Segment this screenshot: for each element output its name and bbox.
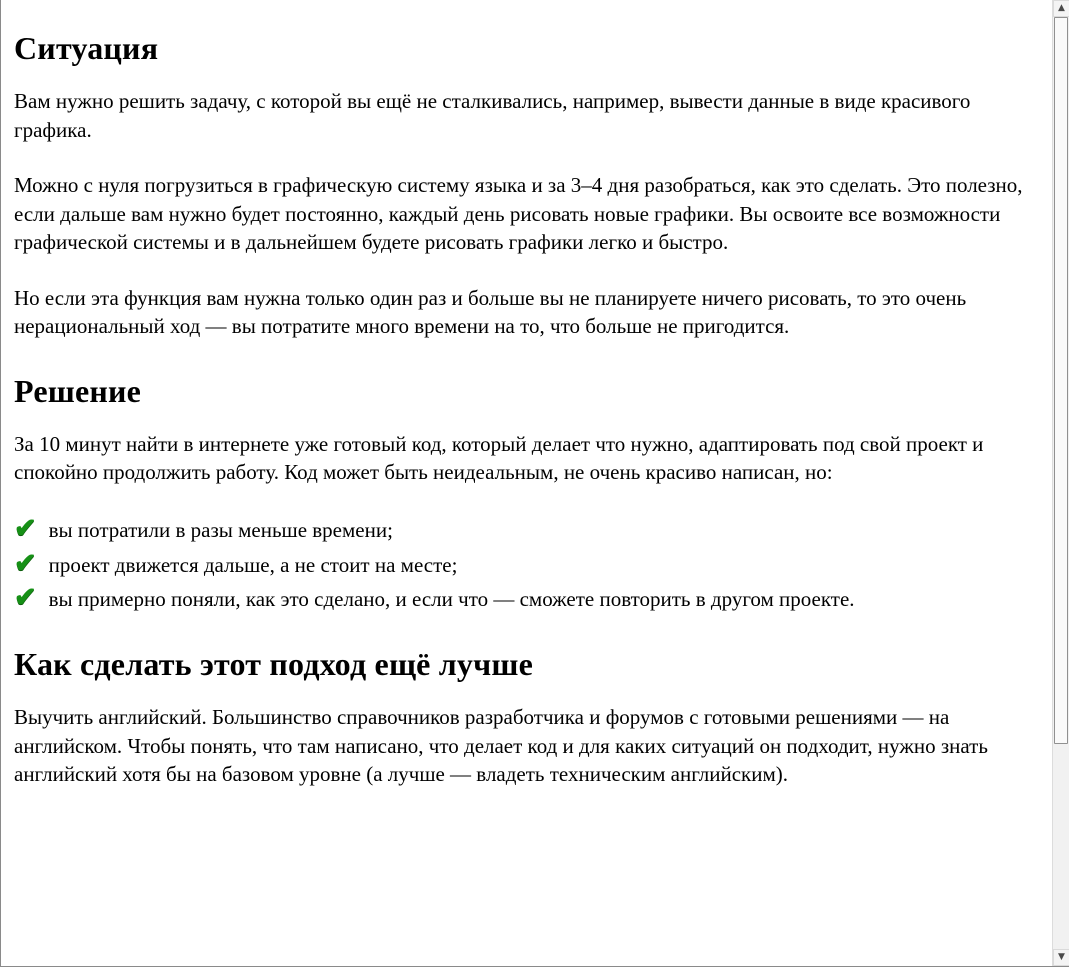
heading-situation: Ситуация — [14, 30, 159, 66]
list-item-text: вы потратили в разы меньше времени; — [48, 517, 393, 542]
checkmark-icon: ✔ — [14, 547, 37, 578]
scroll-up-icon: ▲ — [1058, 3, 1065, 13]
list-item — [14, 512, 1029, 545]
vertical-scrollbar[interactable] — [1052, 0, 1069, 966]
scroll-up-button[interactable] — [1053, 0, 1069, 17]
paragraph: Вам нужно решить задачу, с которой вы ещё не сталкивались, например, вывести данные в виде красивого графика. — [14, 89, 971, 142]
list-item — [14, 582, 1029, 614]
paragraph: Можно с нуля погрузиться в графическую систему языка и за 3–4 дня разобраться, как это сделать. Это полезно, если дальше вам нужно будет постоянно, каждый день рисовать новые графики. Вы освоите все возможности графической системы и в дальнейшем будете рисовать графики легко и быстро. — [14, 173, 1023, 255]
heading-improve: Как сделать этот подход ещё лучше — [14, 646, 533, 683]
scroll-down-icon: ▼ — [1058, 952, 1065, 962]
scroll-down-button[interactable] — [1053, 949, 1069, 966]
list-item — [14, 547, 1029, 580]
checkmark-icon: ✔ — [14, 582, 37, 613]
list-item-text: вы примерно поняли, как это сделано, и если что — сможете повторить в другом проекте. — [48, 587, 855, 612]
benefits-list — [14, 512, 1029, 614]
scrollbar-thumb[interactable] — [1054, 17, 1068, 744]
list-item-text: проект движется дальше, а не стоит на месте; — [48, 552, 458, 577]
paragraph: Выучить английский. Большинство справочников разработчика и форумов с готовыми решениями — на английском. Чтобы понять, что там написано, что делает код и для каких ситуаций он подходит, нужно знать английский хотя бы на базовом уровне (а лучше — владеть техническим английским). — [14, 705, 988, 787]
paragraph: За 10 минут найти в интернете уже готовый код, который делает что нужно, адаптировать под свой проект и спокойно продолжить работу. Код может быть неидеальным, не очень красиво написан, но: — [14, 431, 984, 485]
article-content — [14, 0, 1029, 816]
heading-solution: Решение — [14, 372, 142, 409]
checkmark-icon: ✔ — [14, 512, 37, 543]
paragraph: Но если эта функция вам нужна только один раз и больше вы не планируете ничего рисовать, то это очень нерациональный ход — вы потратите много времени на то, что больше не пригодится. — [14, 285, 967, 339]
